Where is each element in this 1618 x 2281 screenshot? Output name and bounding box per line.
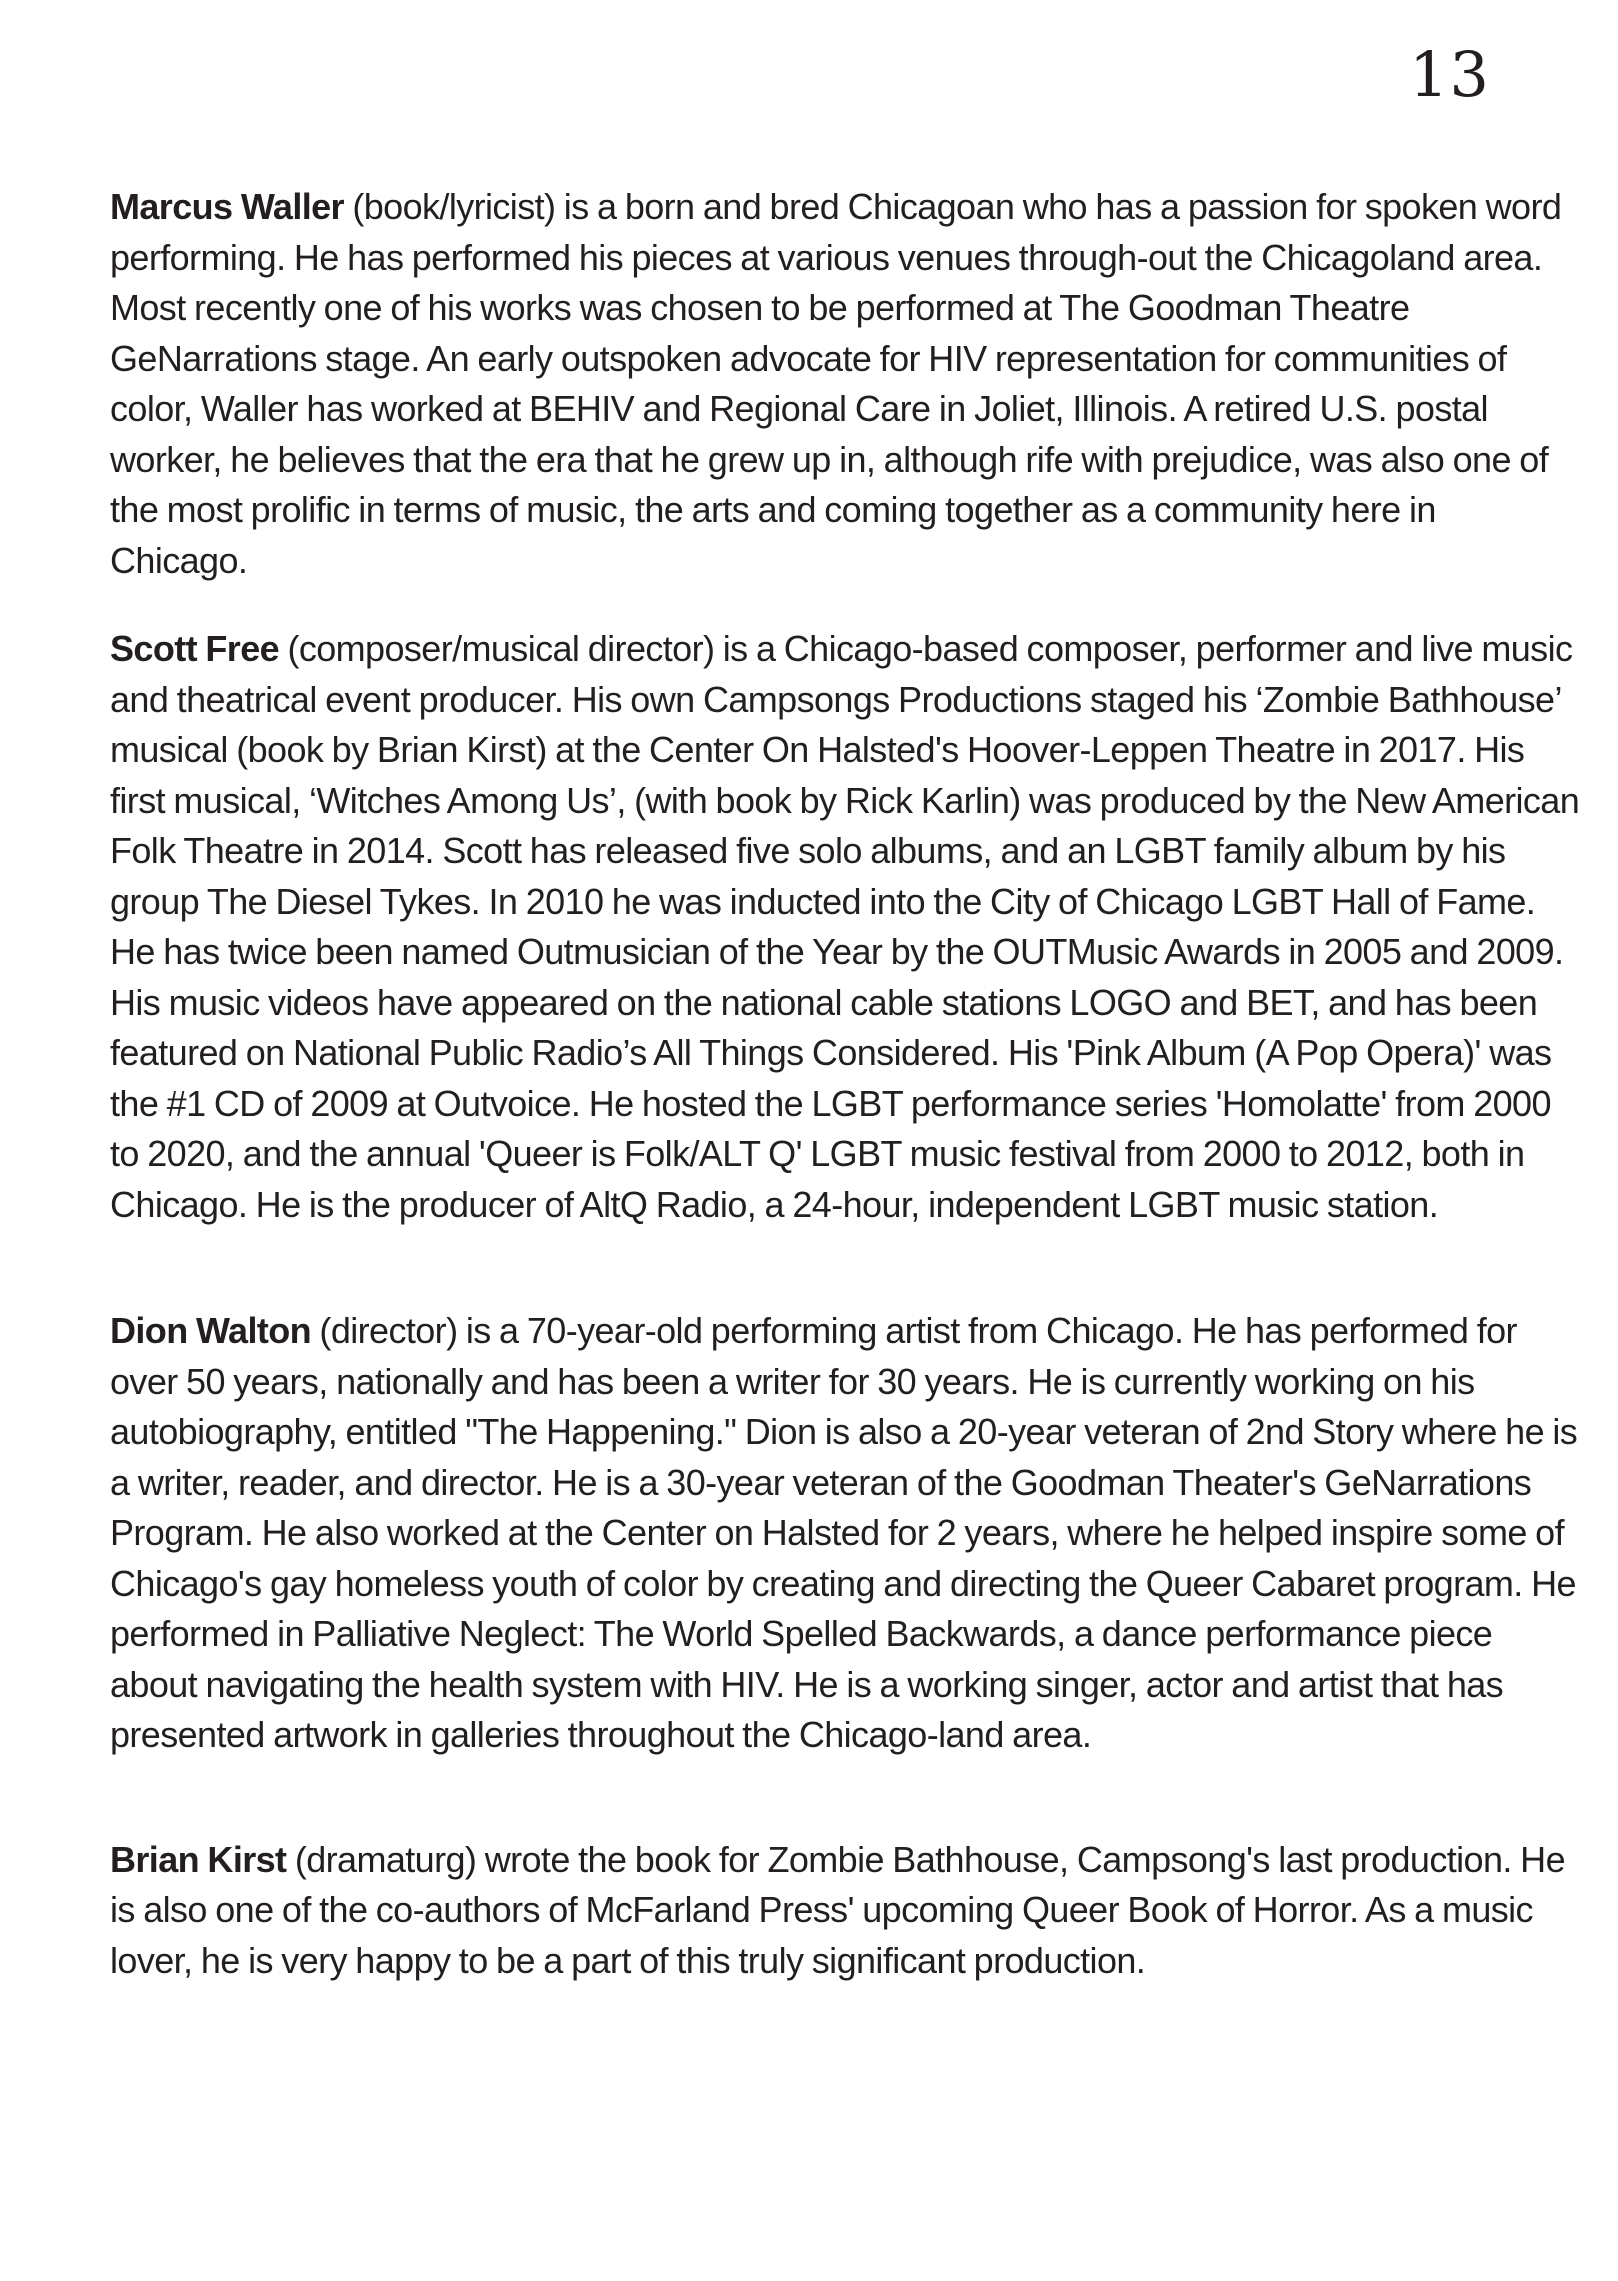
bio-name: Dion Walton xyxy=(110,1310,312,1351)
bio-name: Scott Free xyxy=(110,628,280,669)
bio-dion-walton xyxy=(110,1306,1580,1761)
bio-name: Brian Kirst xyxy=(110,1838,287,1880)
bio-text: (book/lyricist) is a born and bred Chicagoan who has a passion for spoken word performing. He has performed his pieces at various venues through-out the Chicagoland area. Most recently one of his works was chosen to be performed at The Goodman Theatre GeNarrations stage. An early outspoken advocate for HIV representation for communities of color, Waller has worked at BEHIV and Regional Care in Joliet, Illinois. A retired U.S. postal worker, he believes that the era that he grew up in, although rife with prejudice, was also one of the most prolific in terms of music, the arts and coming together as a community here in Chicago. xyxy=(110,186,1562,581)
bio-text: (dramaturg) wrote the book for Zombie Bathhouse, Campsong's last production. He is also one of the co-authors of McFarland Press' upcoming Queer Book of Horror. As a music lover, he is very happy to be a part of this truly significant production. xyxy=(110,1838,1565,1981)
bio-text: (director) is a 70-year-old performing artist from Chicago. He has performed for over 50 years, nationally and has been a writer for 30 years. He is currently working on his autobiography, entitled "The Happening." Dion is also a 20-year veteran of 2nd Story where he is a writer, reader, and director. He is a 30-year veteran of the Goodman Theater's GeNarrations Program. He also worked at the Center on Halsted for 2 years, where he helped inspire some of Chicago's gay homeless youth of color by creating and directing the Queer Cabaret program. He performed in Palliative Neglect: The World Spelled Backwards, a dance performance piece about navigating the health system with HIV. He is a working singer, actor and artist that has presented artwork in galleries throughout the Chicago-land area. xyxy=(110,1310,1578,1755)
bio-marcus-waller xyxy=(110,182,1580,586)
bios-section xyxy=(110,182,1580,1986)
page-number: 13 xyxy=(1409,38,1490,111)
bio-text: (composer/musical director) is a Chicago-based composer, performer and live music and theatrical event producer. His own Campsongs Productions staged his ‘Zombie Bathhouse’ musical (book by Brian Kirst) at the Center On Halsted's Hoover-Leppen Theatre in 2017. His first musical, ‘Witches Among Us’, (with book by Rick Karlin) was produced by the New American Folk Theatre in 2014. Scott has released five solo albums, and an LGBT family album by his group The Diesel Tykes. In 2010 he was inducted into the City of Chicago LGBT Hall of Fame. He has twice been named Outmusician of the Year by the OUTMusic Awards in 2005 and 2009. His music videos have appeared on the national cable stations LOGO and BET, and has been featured on National Public Radio’s All Things Considered. His 'Pink Album (A Pop Opera)' was the #1 CD of 2009 at Outvoice. He hosted the LGBT performance series 'Homolatte' from 2000 to 2020, and the annual 'Queer is Folk/ALT Q' LGBT music festival from 2000 to 2012, both in Chicago. He is the producer of AltQ Radio, a 24-hour, independent LGBT music station. xyxy=(110,628,1580,1225)
bio-name: Marcus Waller xyxy=(110,186,344,227)
bio-brian-kirst xyxy=(110,1835,1580,1987)
bio-scott-free xyxy=(110,624,1580,1230)
